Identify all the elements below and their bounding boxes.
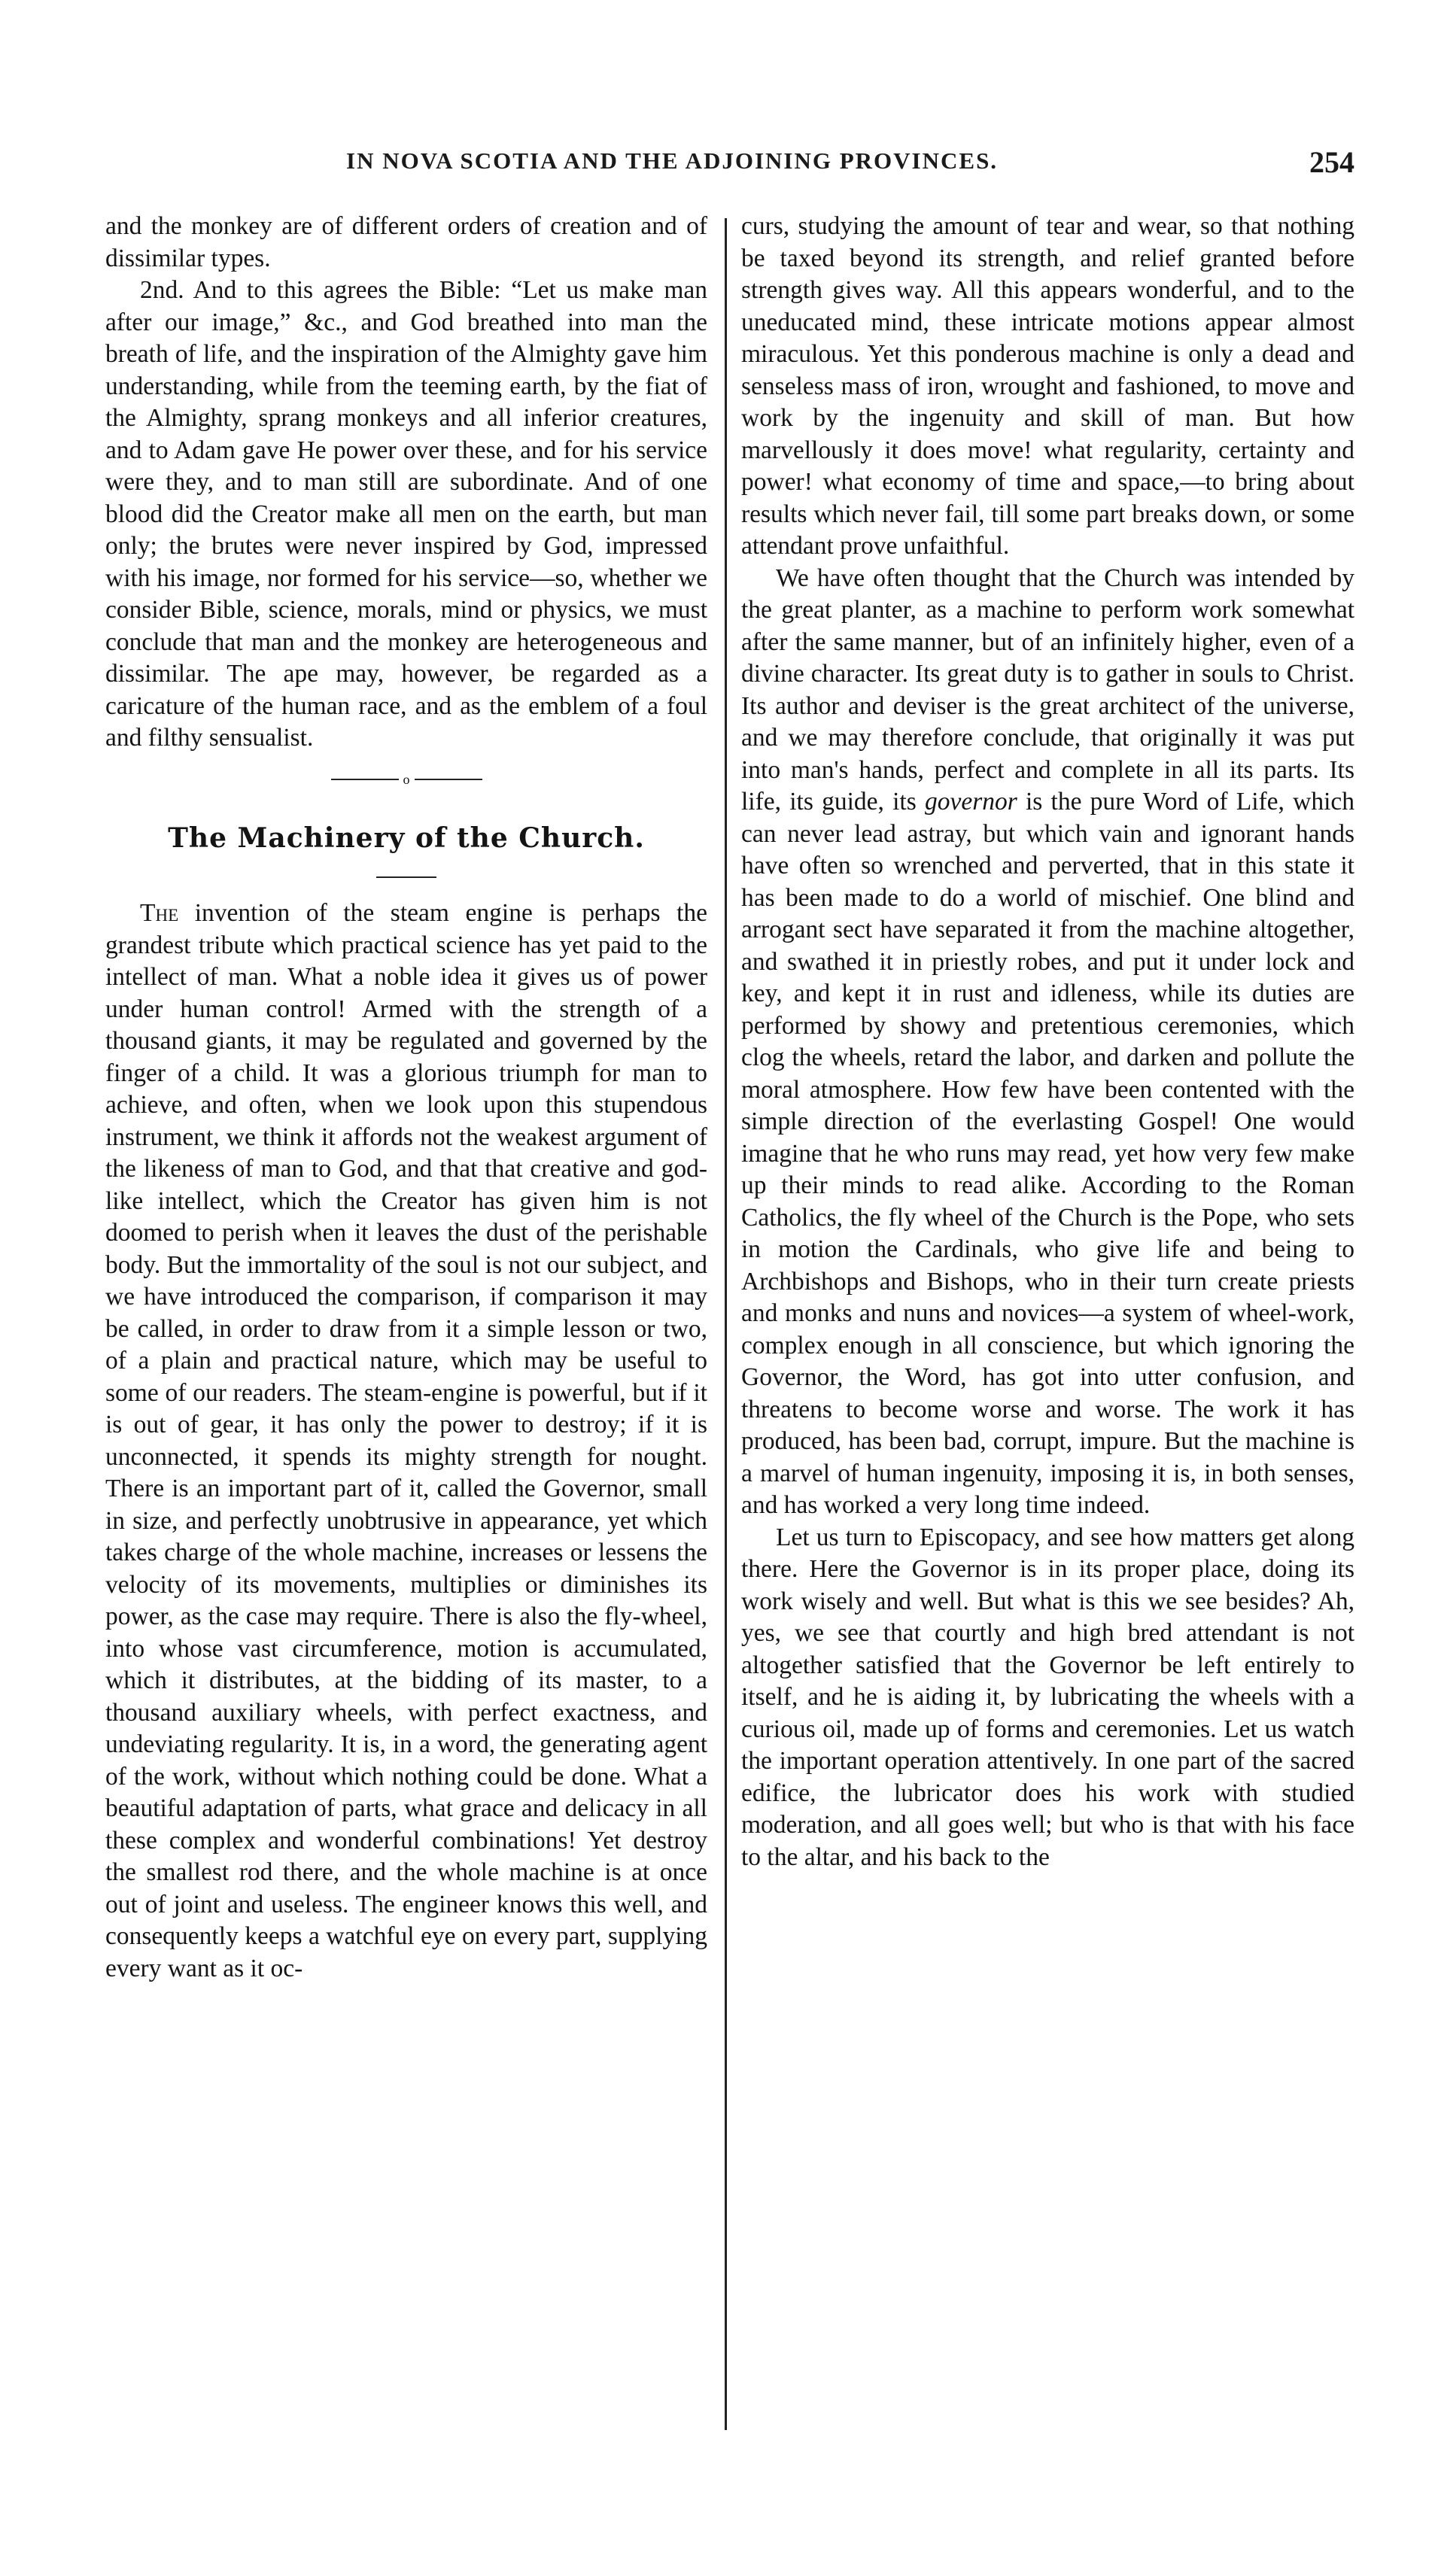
divider-dash-right: [415, 779, 482, 780]
right-column: [741, 211, 1354, 1873]
paragraph-church-text-b: is the pure Word of Life, which can never lead astray, but which vain and ignorant hands have often so wrenched and perverted, that in this state it has been made to do a world of mischief. One blind and arrogant sect have separated it from the machine altogether, and swathed it in priestly robes, and put it under lock and key, and kept it in rust and idleness, while its duties are performed by showy and pretentious ceremonies, which clog the wheels, retard the labor, and darken and pollute the moral atmosphere. How few have been contented with the simple direction of the everlasting Gospel! One would imagine that he who runs may read, yet how very few make up their minds to read alike. According to the Roman Catholics, the fly wheel of the Church is the Pope, who sets in motion the Cardinals, who give life and being to Archbishops and Bishops, who in their turn create priests and monks and nuns and novices—a system of wheel-work, complex enough in all conscience, but which ignoring the Governor, the Word, has got into utter confusion, and threatens to become worse and worse. The work it has produced, has been bad, corrupt, impure. But the machine is a marvel of human ingenuity, imposing it is, in both senses, and has worked a very long time indeed.: [741, 788, 1354, 1519]
paragraph-church-machine: [741, 563, 1354, 1522]
paragraph-episcopacy: Let us turn to Episcopacy, and see how matters get along there. Here the Governor is in its proper place, doing its work wisely and well. But what is this we see besides? Ah, yes, we see that courtly and high bred attendant is not altogether satisfied that the Governor be left entirely to itself, and he is aiding it, by lubricating the wheels with a curious oil, made up of forms and ceremonies. Let us watch the important operation attentively. In one part of the sacred edifice, the lubricator does his work with studied moderation, and all goes well; but who is that with his face to the altar, and his back to the: [741, 1523, 1354, 1871]
divider-ornament-o: o: [403, 771, 410, 787]
page-number: 254: [1309, 145, 1354, 179]
article-paragraph-1-text: invention of the steam engine is perhaps the grandest tribute which practical science has yet paid to the intellect of man. What a noble idea it gives us of power under human control! Armed with the strength of a thousand giants, it may be regulated and governed by the finger of a child. It was a glorious triumph for man to achieve, and often, when we look upon this stupendous instrument, we think it affords not the weakest argument of the likeness of man to God, and that that creative and god-like intellect, which the Creator has given him is not doomed to perish when it leaves the dust of the perishable body. But the immortality of the soul is not our subject, and we have introduced the comparison, if comparison it may be called, in order to draw from it a simple lesson or two, of a plain and practical nature, which may be useful to some of our readers. The steam-engine is powerful, but if it is out of gear, it has only the power to destroy; if it is unconnected, it spends its mighty strength for nought. There is an important part of it, called the Governor, small in size, and perfectly unobtrusive in appearance, yet which takes charge of the whole machine, increases or lessens the velocity of its movements, multiplies or diminishes its power, as the case may require. There is also the fly-wheel, into whose vast circumference, motion is accumulated, which it distributes, at the bidding of its master, to a thousand auxiliary wheels, with perfect exactness, and undeviating regularity. It is, in a word, the generating agent of the work, without which nothing could be done. What a beautiful adaptation of parts, what grace and delicacy in all these complex and wonderful combinations! Yet destroy the smallest rod there, and the whole machine is at once out of joint and useless. The engineer knows this well, and consequently keeps a watchful eye on every part, supplying every want as it oc-: [105, 899, 707, 1982]
article-paragraph-1: [105, 898, 707, 1985]
left-column: [105, 211, 707, 1985]
running-title: IN NOVA SCOTIA AND THE ADJOINING PROVINCES.: [346, 147, 999, 174]
section-divider: [105, 762, 707, 792]
divider-dash-left: [331, 779, 399, 780]
paragraph-continued-right: curs, studying the amount of tear and wear, so that nothing be taxed beyond its strength, and relief granted before strength gives way. All this appears wonderful, and to the uneducated mind, these intricate motions appear almost miraculous. Yet this ponderous machine is only a dead and senseless mass of iron, wrought and fashioned, to move and work by the ingenuity and skill of man. But how marvellously it does move! what regularity, certainty and power! what economy of time and space,—to bring about results which never fail, till some part breaks down, or some attendant prove unfaithful.: [741, 212, 1354, 560]
running-head: [75, 147, 1354, 193]
paragraph-continued: and the monkey are of different orders of creation and of dissimilar types.: [105, 212, 707, 272]
column-divider-rule: [725, 218, 727, 2430]
title-underline-rule: [376, 876, 436, 878]
dropcap-word: The: [140, 899, 179, 927]
paragraph-second-point: 2nd. And to this agrees the Bible: “Let us make man after our image,” &c., and God breathed into man the breath of life, and the inspiration of the Almighty gave him understanding, while from the teeming earth, by the fiat of the Almighty, sprang monkeys and all inferior creatures, and to Adam gave He power over these, and for his service were they, and to man still are subordinate. And of one blood did the Creator make all men on the earth, but man only; the brutes were never inspired by God, impressed with his image, nor formed for his service—so, whether we consider Bible, science, morals, mind or physics, we must conclude that man and the monkey are heterogeneous and dissimilar. The ape may, however, be regarded as a caricature of the human race, and as the emblem of a foul and filthy sensualist.: [105, 276, 707, 752]
paragraph-church-text-a: We have often thought that the Church was intended by the great planter, as a machine to perform work somewhat after the same manner, but of an infinitely higher, even of a divine character. Its great duty is to gather in souls to Christ. Its author and deviser is the great architect of the universe, and we may therefore conclude, that originally it was put into man's hands, perfect and complete in all its parts. Its life, its guide, its: [741, 564, 1354, 816]
article-title: The Machinery of the Church.: [168, 822, 645, 854]
governor-italic: governor: [924, 788, 1017, 816]
